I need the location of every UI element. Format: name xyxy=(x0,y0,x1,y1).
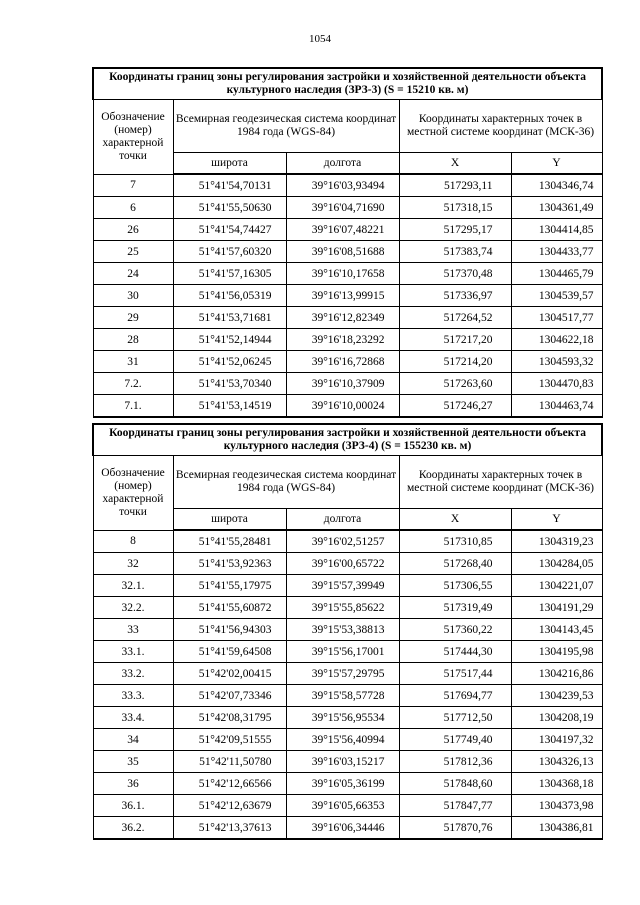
longitude-cell: 39°15'56,40994 xyxy=(286,729,399,751)
header-longitude: долгота xyxy=(286,509,399,531)
longitude-cell: 39°15'57,29795 xyxy=(286,663,399,685)
longitude-cell: 39°16'03,15217 xyxy=(286,751,399,773)
x-cell: 517812,36 xyxy=(399,751,511,773)
point-id-cell: 25 xyxy=(93,241,173,263)
latitude-cell: 51°42'09,51555 xyxy=(173,729,286,751)
y-cell: 1304191,29 xyxy=(511,597,602,619)
longitude-cell: 39°16'10,00024 xyxy=(286,395,399,418)
table-row xyxy=(93,817,602,840)
longitude-cell: 39°15'56,17001 xyxy=(286,641,399,663)
x-cell: 517217,20 xyxy=(399,329,511,351)
table-row xyxy=(93,707,602,729)
y-cell: 1304143,45 xyxy=(511,619,602,641)
x-cell: 517749,40 xyxy=(399,729,511,751)
y-cell: 1304195,98 xyxy=(511,641,602,663)
longitude-cell: 39°16'03,93494 xyxy=(286,174,399,197)
point-id-cell: 31 xyxy=(93,351,173,373)
point-id-cell: 33.4. xyxy=(93,707,173,729)
y-cell: 1304368,18 xyxy=(511,773,602,795)
longitude-cell: 39°16'05,66353 xyxy=(286,795,399,817)
y-cell: 1304373,98 xyxy=(511,795,602,817)
latitude-cell: 51°42'02,00415 xyxy=(173,663,286,685)
latitude-cell: 51°41'52,14944 xyxy=(173,329,286,351)
x-cell: 517847,77 xyxy=(399,795,511,817)
latitude-cell: 51°42'13,37613 xyxy=(173,817,286,840)
point-id-cell: 33 xyxy=(93,619,173,641)
point-id-cell: 32.1. xyxy=(93,575,173,597)
point-id-cell: 29 xyxy=(93,307,173,329)
y-cell: 1304386,81 xyxy=(511,817,602,840)
header-latitude: широта xyxy=(173,509,286,531)
point-id-cell: 7.1. xyxy=(93,395,173,418)
table-row xyxy=(93,241,602,263)
table-row xyxy=(93,329,602,351)
y-cell: 1304346,74 xyxy=(511,174,602,197)
table-row xyxy=(93,685,602,707)
table-row xyxy=(93,373,602,395)
point-id-cell: 36 xyxy=(93,773,173,795)
latitude-cell: 51°41'53,70340 xyxy=(173,373,286,395)
longitude-cell: 39°16'07,48221 xyxy=(286,219,399,241)
latitude-cell: 51°42'12,66566 xyxy=(173,773,286,795)
point-id-cell: 34 xyxy=(93,729,173,751)
latitude-cell: 51°41'57,60320 xyxy=(173,241,286,263)
table-row xyxy=(93,575,602,597)
longitude-cell: 39°15'56,95534 xyxy=(286,707,399,729)
point-id-cell: 30 xyxy=(93,285,173,307)
point-id-cell: 36.2. xyxy=(93,817,173,840)
y-cell: 1304414,85 xyxy=(511,219,602,241)
longitude-cell: 39°16'13,99915 xyxy=(286,285,399,307)
table-row xyxy=(93,751,602,773)
y-cell: 1304539,57 xyxy=(511,285,602,307)
header-msk36: Координаты характерных точек в местной системе координат (МСК-36) xyxy=(399,100,602,153)
latitude-cell: 51°41'54,74427 xyxy=(173,219,286,241)
x-cell: 517293,11 xyxy=(399,174,511,197)
x-cell: 517848,60 xyxy=(399,773,511,795)
longitude-cell: 39°15'53,38813 xyxy=(286,619,399,641)
x-cell: 517517,44 xyxy=(399,663,511,685)
y-cell: 1304361,49 xyxy=(511,197,602,219)
x-cell: 517370,48 xyxy=(399,263,511,285)
y-cell: 1304517,77 xyxy=(511,307,602,329)
point-id-cell: 32.2. xyxy=(93,597,173,619)
x-cell: 517694,77 xyxy=(399,685,511,707)
table-row xyxy=(93,663,602,685)
table-row xyxy=(93,307,602,329)
table-row xyxy=(93,795,602,817)
y-cell: 1304284,05 xyxy=(511,553,602,575)
table-row xyxy=(93,263,602,285)
header-wgs84: Всемирная геодезическая система координат 1984 года (WGS-84) xyxy=(173,100,399,153)
y-cell: 1304433,77 xyxy=(511,241,602,263)
table-row xyxy=(93,351,602,373)
header-wgs84: Всемирная геодезическая система координат 1984 года (WGS-84) xyxy=(173,456,399,509)
x-cell: 517383,74 xyxy=(399,241,511,263)
latitude-cell: 51°41'53,71681 xyxy=(173,307,286,329)
longitude-cell: 39°16'06,34446 xyxy=(286,817,399,840)
longitude-cell: 39°15'57,39949 xyxy=(286,575,399,597)
page-number: 1054 xyxy=(309,33,331,45)
y-cell: 1304593,32 xyxy=(511,351,602,373)
longitude-cell: 39°16'16,72868 xyxy=(286,351,399,373)
x-cell: 517360,22 xyxy=(399,619,511,641)
y-cell: 1304221,07 xyxy=(511,575,602,597)
table-body xyxy=(93,68,602,417)
x-cell: 517318,15 xyxy=(399,197,511,219)
table-row xyxy=(93,729,602,751)
table-row xyxy=(93,773,602,795)
point-id-cell: 33.3. xyxy=(93,685,173,707)
latitude-cell: 51°42'11,50780 xyxy=(173,751,286,773)
point-id-cell: 7 xyxy=(93,174,173,197)
point-id-cell: 24 xyxy=(93,263,173,285)
x-cell: 517444,30 xyxy=(399,641,511,663)
latitude-cell: 51°41'55,28481 xyxy=(173,530,286,553)
table-row xyxy=(93,197,602,219)
table-row xyxy=(93,619,602,641)
longitude-cell: 39°16'04,71690 xyxy=(286,197,399,219)
table-row xyxy=(93,395,602,418)
y-cell: 1304239,53 xyxy=(511,685,602,707)
x-cell: 517268,40 xyxy=(399,553,511,575)
point-id-cell: 33.2. xyxy=(93,663,173,685)
table-row xyxy=(93,597,602,619)
x-cell: 517319,49 xyxy=(399,597,511,619)
longitude-cell: 39°16'00,65722 xyxy=(286,553,399,575)
latitude-cell: 51°41'56,94303 xyxy=(173,619,286,641)
latitude-cell: 51°42'12,63679 xyxy=(173,795,286,817)
longitude-cell: 39°16'12,82349 xyxy=(286,307,399,329)
x-cell: 517263,60 xyxy=(399,373,511,395)
header-longitude: долгота xyxy=(286,153,399,175)
latitude-cell: 51°41'53,14519 xyxy=(173,395,286,418)
table-row xyxy=(93,553,602,575)
table-body xyxy=(93,424,602,839)
header-point-id: Обозначение (номер) характерной точки xyxy=(93,100,173,175)
latitude-cell: 51°41'57,16305 xyxy=(173,263,286,285)
y-cell: 1304463,74 xyxy=(511,395,602,418)
point-id-cell: 36.1. xyxy=(93,795,173,817)
table-row xyxy=(93,219,602,241)
table-row xyxy=(93,174,602,197)
table-row xyxy=(93,285,602,307)
point-id-cell: 26 xyxy=(93,219,173,241)
header-latitude: широта xyxy=(173,153,286,175)
longitude-cell: 39°16'02,51257 xyxy=(286,530,399,553)
longitude-cell: 39°15'55,85622 xyxy=(286,597,399,619)
latitude-cell: 51°41'55,60872 xyxy=(173,597,286,619)
latitude-cell: 51°41'53,92363 xyxy=(173,553,286,575)
header-x: X xyxy=(399,153,511,175)
x-cell: 517712,50 xyxy=(399,707,511,729)
point-id-cell: 32 xyxy=(93,553,173,575)
y-cell: 1304326,13 xyxy=(511,751,602,773)
x-cell: 517295,17 xyxy=(399,219,511,241)
table-row xyxy=(93,530,602,553)
latitude-cell: 51°41'54,70131 xyxy=(173,174,286,197)
y-cell: 1304197,32 xyxy=(511,729,602,751)
header-msk36: Координаты характерных точек в местной системе координат (МСК-36) xyxy=(399,456,602,509)
y-cell: 1304319,23 xyxy=(511,530,602,553)
latitude-cell: 51°42'07,73346 xyxy=(173,685,286,707)
x-cell: 517306,55 xyxy=(399,575,511,597)
coordinates-table-zrz-4 xyxy=(92,423,603,840)
header-x: X xyxy=(399,509,511,531)
point-id-cell: 35 xyxy=(93,751,173,773)
point-id-cell: 33.1. xyxy=(93,641,173,663)
table-title: Координаты границ зоны регулирования застройки и хозяйственной деятельности объекта культурного наследия (ЗРЗ-3) (S = 15210 кв. м) xyxy=(93,68,602,100)
latitude-cell: 51°41'59,64508 xyxy=(173,641,286,663)
header-y: Y xyxy=(511,509,602,531)
longitude-cell: 39°16'18,23292 xyxy=(286,329,399,351)
x-cell: 517214,20 xyxy=(399,351,511,373)
latitude-cell: 51°41'55,50630 xyxy=(173,197,286,219)
x-cell: 517310,85 xyxy=(399,530,511,553)
latitude-cell: 51°42'08,31795 xyxy=(173,707,286,729)
y-cell: 1304208,19 xyxy=(511,707,602,729)
x-cell: 517336,97 xyxy=(399,285,511,307)
coordinates-table-zrz-3 xyxy=(92,67,603,418)
longitude-cell: 39°16'10,37909 xyxy=(286,373,399,395)
header-y: Y xyxy=(511,153,602,175)
longitude-cell: 39°16'08,51688 xyxy=(286,241,399,263)
longitude-cell: 39°15'58,57728 xyxy=(286,685,399,707)
x-cell: 517246,27 xyxy=(399,395,511,418)
x-cell: 517264,52 xyxy=(399,307,511,329)
point-id-cell: 8 xyxy=(93,530,173,553)
point-id-cell: 6 xyxy=(93,197,173,219)
latitude-cell: 51°41'55,17975 xyxy=(173,575,286,597)
table-title: Координаты границ зоны регулирования застройки и хозяйственной деятельности объекта культурного наследия (ЗРЗ-4) (S = 155230 кв. м) xyxy=(93,424,602,456)
y-cell: 1304465,79 xyxy=(511,263,602,285)
y-cell: 1304216,86 xyxy=(511,663,602,685)
latitude-cell: 51°41'56,05319 xyxy=(173,285,286,307)
longitude-cell: 39°16'10,17658 xyxy=(286,263,399,285)
x-cell: 517870,76 xyxy=(399,817,511,840)
table-row xyxy=(93,641,602,663)
header-point-id: Обозначение (номер) характерной точки xyxy=(93,456,173,531)
point-id-cell: 28 xyxy=(93,329,173,351)
point-id-cell: 7.2. xyxy=(93,373,173,395)
longitude-cell: 39°16'05,36199 xyxy=(286,773,399,795)
y-cell: 1304622,18 xyxy=(511,329,602,351)
y-cell: 1304470,83 xyxy=(511,373,602,395)
latitude-cell: 51°41'52,06245 xyxy=(173,351,286,373)
